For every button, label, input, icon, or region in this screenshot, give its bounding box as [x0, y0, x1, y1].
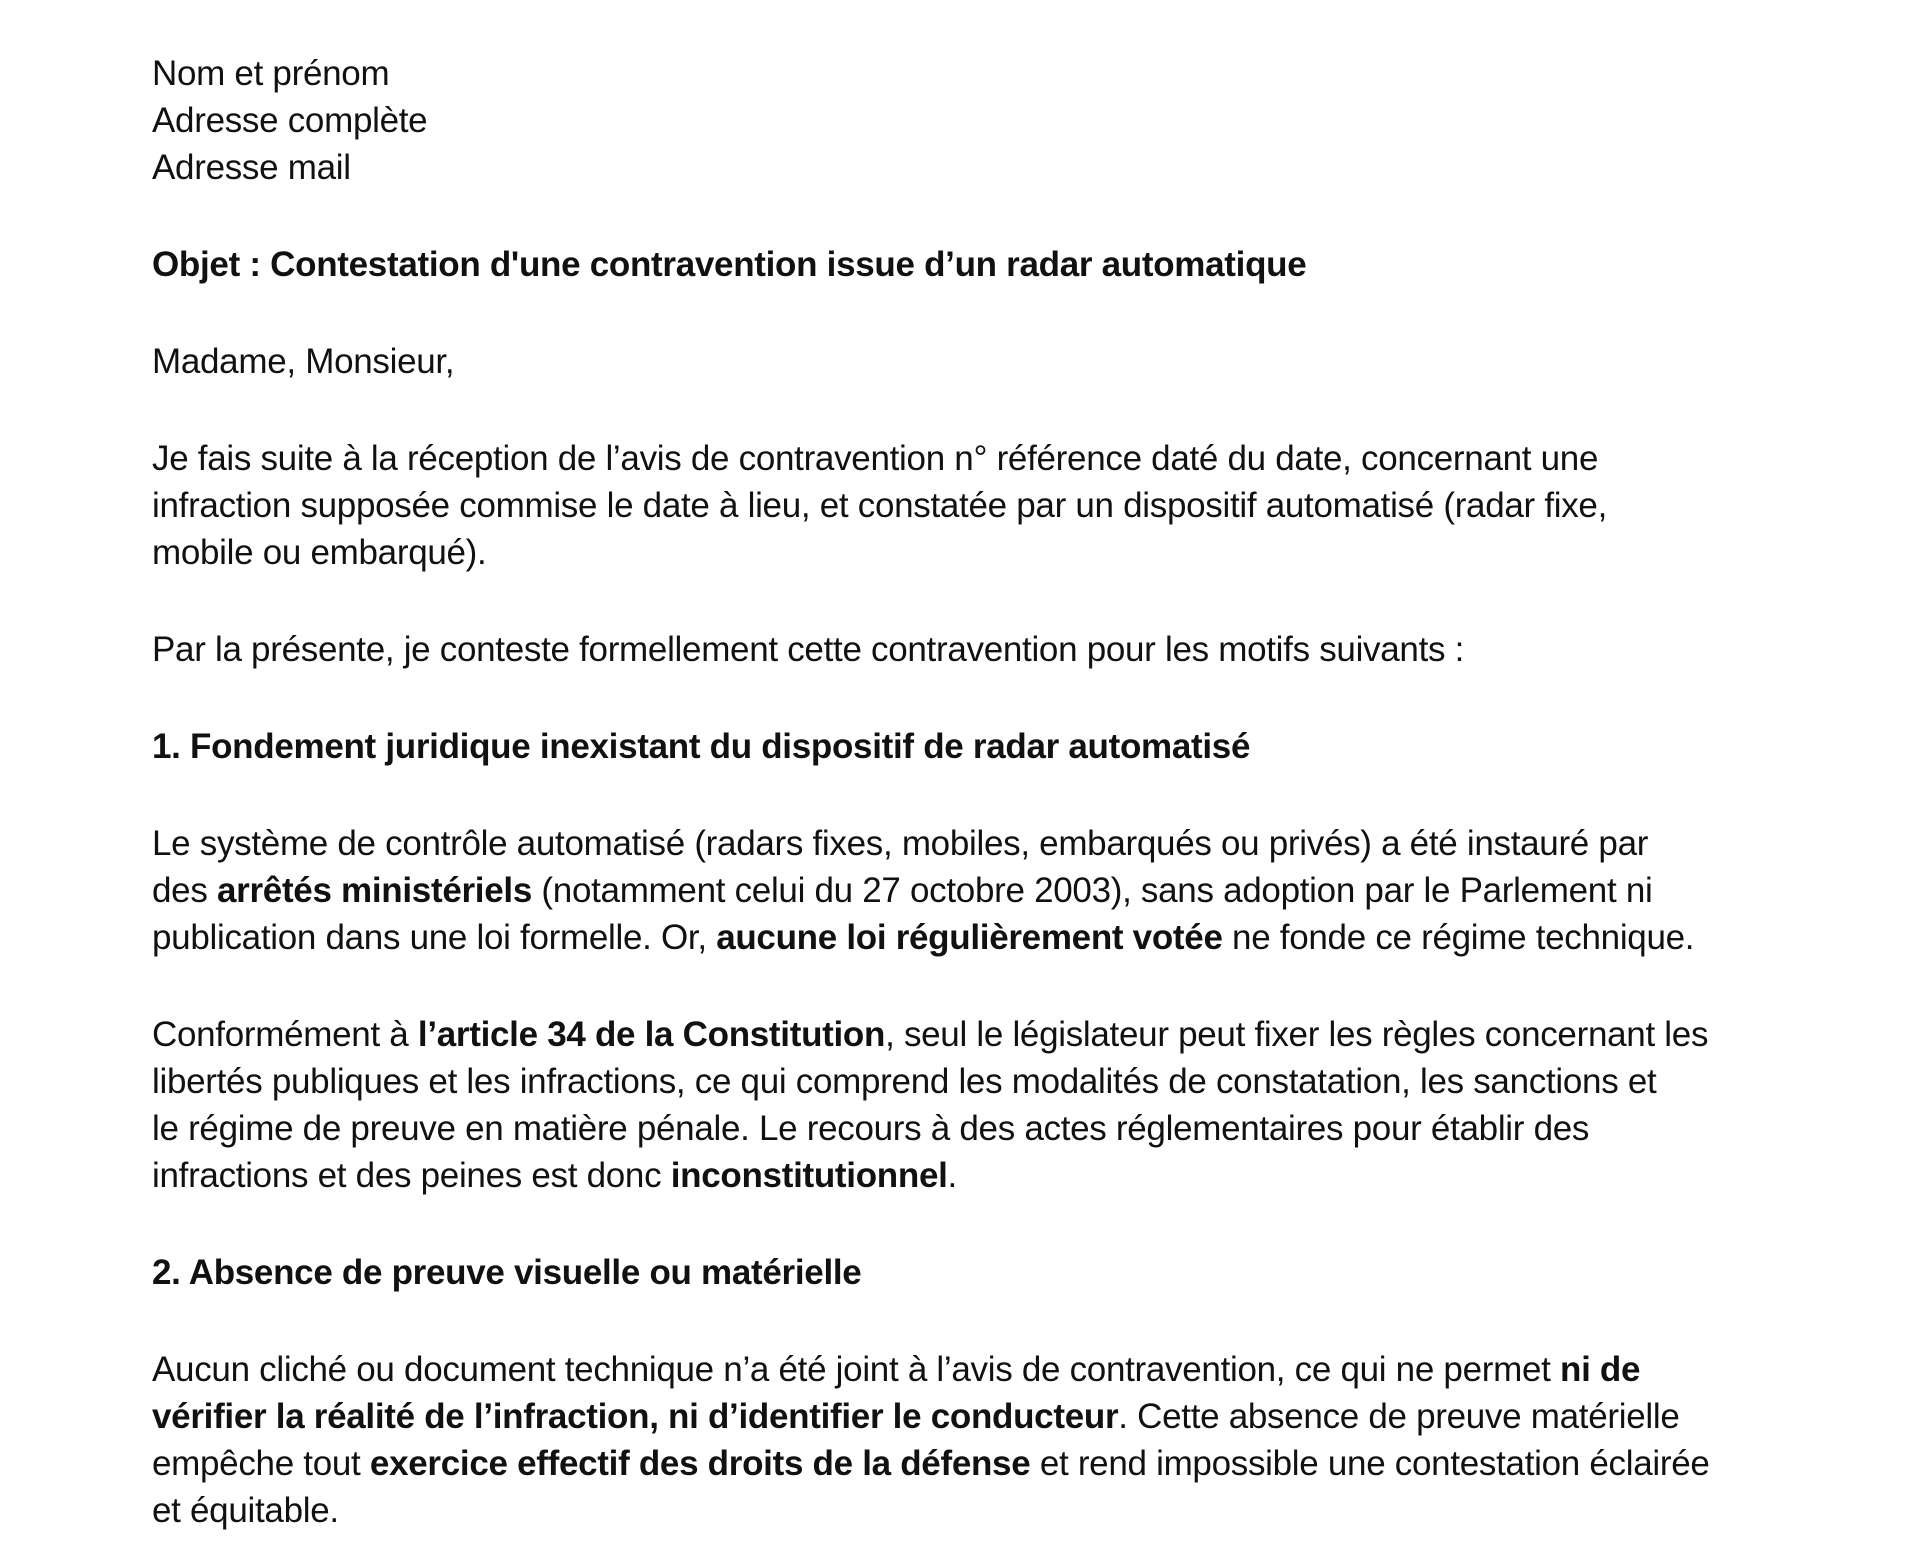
- intro-paragraph: [152, 435, 1772, 576]
- section-2-heading: 2. Absence de preuve visuelle ou matérielle: [152, 1253, 862, 1292]
- intro-line: infraction supposée commise le date à lieu, et constatée par un dispositif automatisé (radar fixe,: [152, 486, 1608, 525]
- text-run: et rend impossible une contestation éclairée: [1030, 1444, 1710, 1483]
- paragraph-line: Le système de contrôle automatisé (radars fixes, mobiles, embarqués ou privés) a été instauré par: [152, 824, 1649, 863]
- section-1-paragraph-2: [152, 1011, 1772, 1199]
- paragraph-line: et équitable.: [152, 1491, 339, 1530]
- text-run: . Cette absence de preuve matérielle: [1118, 1397, 1680, 1436]
- paragraph-line: [152, 1152, 1772, 1199]
- spacer: [152, 1199, 1772, 1249]
- bold-text-run: exercice effectif des droits de la défense: [369, 1444, 1031, 1483]
- letter-document: [152, 50, 1772, 1534]
- text-run: Conformément à: [152, 1015, 418, 1054]
- bold-text-run: inconstitutionnel: [670, 1156, 948, 1195]
- spacer: [152, 770, 1772, 820]
- sender-email: Adresse mail: [152, 148, 351, 187]
- text-run: .: [947, 1156, 957, 1195]
- spacer: [152, 576, 1772, 626]
- sender-block: [152, 50, 1772, 191]
- paragraph-line: [152, 1346, 1772, 1393]
- spacer: [152, 1296, 1772, 1346]
- bold-text-run: l’article 34 de la Constitution: [417, 1015, 886, 1054]
- section-2-paragraph-1: [152, 1346, 1772, 1534]
- text-run: infractions et des peines est donc: [152, 1156, 671, 1195]
- spacer: [152, 385, 1772, 435]
- bold-text-run: arrêtés ministériels: [216, 871, 532, 910]
- bold-text-run: vérifier la réalité de l’infraction, ni d’identifier le conducteur: [152, 1397, 1119, 1436]
- intro-line: Je fais suite à la réception de l’avis de contravention n° référence daté du date, concernant une: [152, 439, 1599, 478]
- paragraph-line: [152, 1011, 1772, 1058]
- text-run: publication dans une loi formelle. Or,: [152, 918, 717, 957]
- text-run: empêche tout: [152, 1444, 370, 1483]
- text-run: ne fonde ce régime technique.: [1222, 918, 1695, 957]
- text-run: des: [152, 871, 217, 910]
- salutation: Madame, Monsieur,: [152, 342, 455, 381]
- section-1-paragraph-1: [152, 820, 1772, 961]
- text-run: (notamment celui du 27 octobre 2003), sans adoption par le Parlement ni: [532, 871, 1653, 910]
- paragraph-line: le régime de preuve en matière pénale. Le recours à des actes réglementaires pour établir des: [152, 1109, 1590, 1148]
- paragraph-line: [152, 1440, 1772, 1487]
- spacer: [152, 288, 1772, 338]
- text-run: , seul le législateur peut fixer les règles concernant les: [885, 1015, 1709, 1054]
- sender-name: Nom et prénom: [152, 54, 390, 93]
- intro-line: mobile ou embarqué).: [152, 533, 487, 572]
- spacer: [152, 191, 1772, 241]
- sender-address: Adresse complète: [152, 101, 428, 140]
- paragraph-line: [152, 867, 1772, 914]
- spacer: [152, 673, 1772, 723]
- bold-text-run: aucune loi régulièrement votée: [716, 918, 1223, 957]
- text-run: Aucun cliché ou document technique n’a été joint à l’avis de contravention, ce qui ne permet: [152, 1350, 1560, 1389]
- paragraph-line: [152, 1393, 1772, 1440]
- bold-text-run: ni de: [1560, 1350, 1641, 1389]
- paragraph-line: [152, 914, 1772, 961]
- contest-statement: Par la présente, je conteste formellement cette contravention pour les motifs suivants :: [152, 630, 1465, 669]
- section-1-heading: 1. Fondement juridique inexistant du dispositif de radar automatisé: [152, 727, 1251, 766]
- spacer: [152, 961, 1772, 1011]
- letter-subject: Objet : Contestation d'une contravention issue d’un radar automatique: [152, 245, 1307, 284]
- paragraph-line: libertés publiques et les infractions, ce qui comprend les modalités de constatation, les sanctions et: [152, 1062, 1657, 1101]
